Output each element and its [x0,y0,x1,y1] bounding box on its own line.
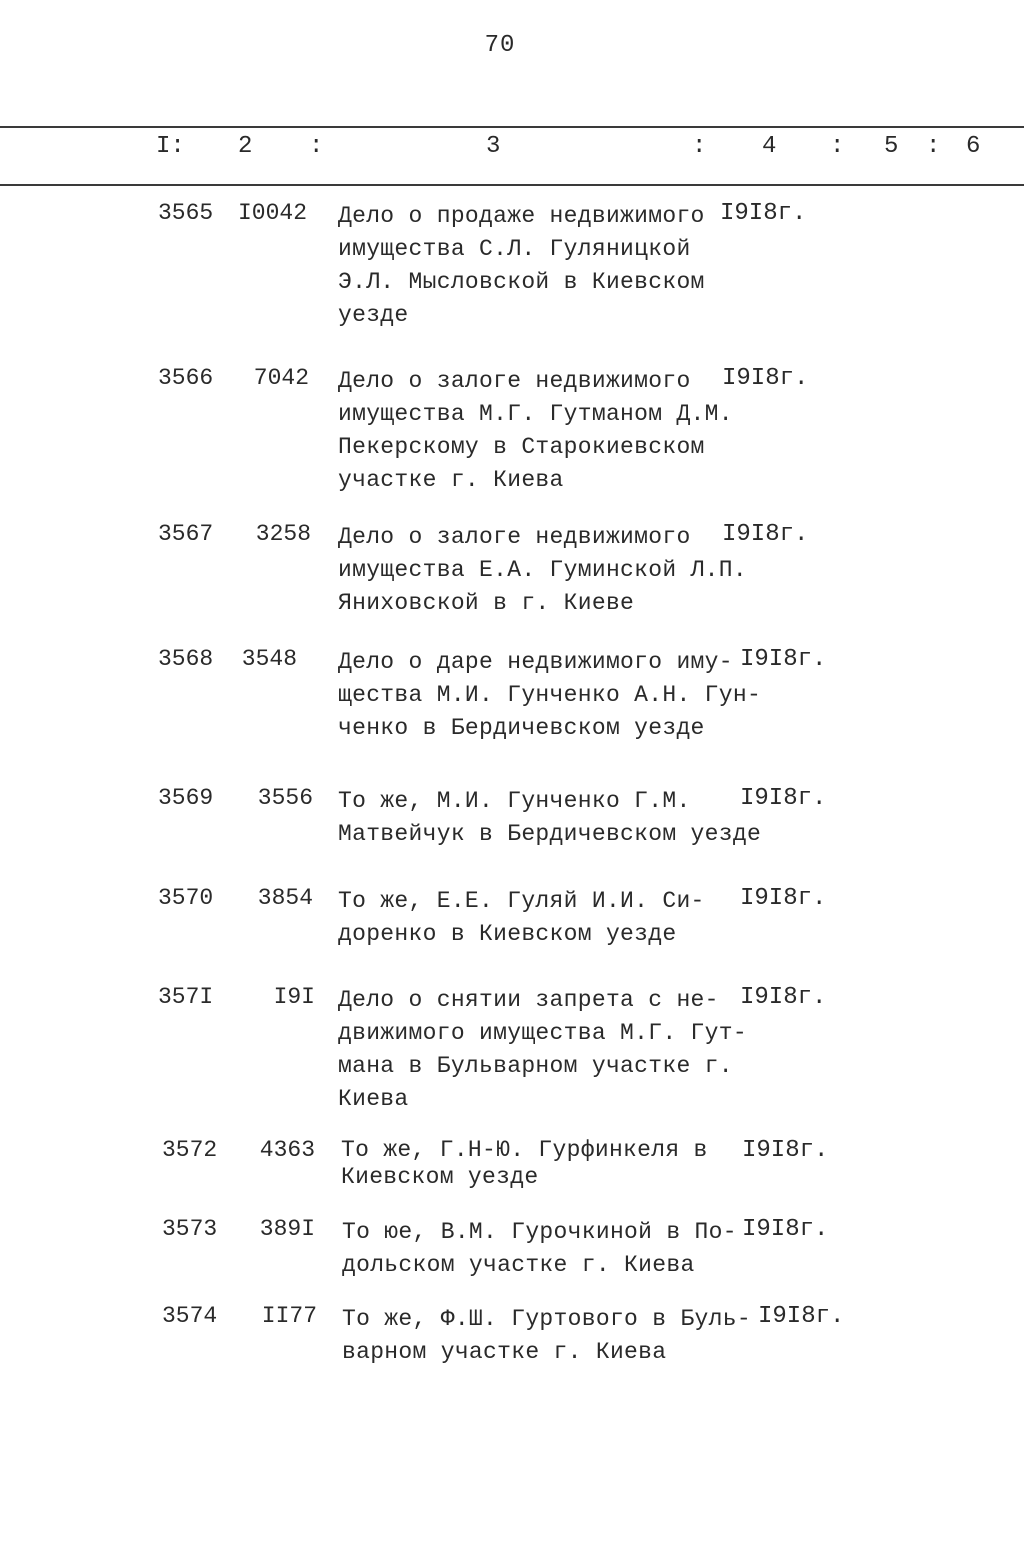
page-number: 70 [484,32,516,59]
description-line: Дело о даре недвижимого иму- [338,649,733,675]
description-line: Киевском уезде [341,1164,539,1190]
inventory-number: 3566 [158,365,214,391]
inventory-number: 3568 [158,646,214,672]
header-col-6: 6 [966,133,981,160]
inventory-number: 357I [158,984,214,1010]
record-description [338,785,762,851]
description-line: доренко в Киевском уезде [338,921,677,947]
description-line: имущества Е.А. Гуминской Л.П. [338,557,747,583]
description-line: То же, М.И. Гунченко Г.М. [338,788,691,814]
inventory-number: 3573 [162,1216,218,1242]
header-col-5: 5 [884,133,899,160]
record-description [338,885,738,951]
record-date: I9I8г. [742,1216,829,1243]
record-description [338,365,738,497]
description-line: варном участке г. Киева [342,1339,667,1365]
header-separator: : [926,133,941,160]
record-date: I9I8г. [720,200,807,227]
description-line: дольском участке г. Киева [342,1252,695,1278]
description-line: щества М.И. Гунченко А.Н. Гун- [338,682,762,708]
description-line: Киева [338,1086,409,1112]
record-description [338,646,762,745]
record-description [338,521,747,620]
record-date: I9I8г. [740,885,827,912]
description-line: имущества С.Л. Гуляницкой [338,236,691,262]
description-line: То же, Ф.Ш. Гуртового в Буль- [342,1306,751,1332]
old-number: I9I [273,984,315,1010]
description-line: участке г. Киева [338,467,564,493]
inventory-number: 3570 [158,885,214,911]
description-line: Дело о залоге недвижимого [338,368,691,394]
old-number: 7042 [253,365,309,391]
description-line: Дело о снятии запрета с не- [338,987,719,1013]
old-number: 3548 [241,646,297,672]
record-date: I9I8г. [722,365,809,392]
record-date: I9I8г. [758,1303,845,1330]
header-separator: : [692,133,707,160]
record-description [342,1216,742,1282]
record-description [342,1303,751,1369]
old-number: 3556 [257,785,313,811]
old-number: 4363 [259,1137,315,1163]
record-description [338,200,738,332]
old-number: I0042 [237,200,307,226]
description-line: Пекерскому в Старокиевском [338,434,705,460]
header-separator: : [309,133,324,160]
old-number: 389I [259,1216,315,1242]
description-line: движимого имущества М.Г. Гут- [338,1020,747,1046]
description-line: ченко в Бердичевском уезде [338,715,705,741]
header-col-3: 3 [486,133,501,160]
record-date: I9I8г. [722,521,809,548]
description-line: Э.Л. Мысловской в Киевском [338,269,705,295]
record-description [338,984,747,1116]
record-date: I9I8г. [740,785,827,812]
description-line: уезде [338,302,409,328]
record-description [341,1137,741,1191]
description-line: имущества М.Г. Гутманом Д.М. [338,401,733,427]
header-col-4: 4 [762,133,777,160]
description-line: Матвейчук в Бердичевском уезде [338,821,762,847]
inventory-number: 3572 [162,1137,218,1163]
description-line: Яниховской в г. Киеве [338,590,635,616]
description-line: Дело о продаже недвижимого [338,203,705,229]
header-bottom-rule [0,184,1024,186]
description-line: мана в Бульварном участке г. [338,1053,733,1079]
inventory-number: 3565 [158,200,214,226]
inventory-number: 3567 [158,521,214,547]
inventory-number: 3574 [162,1303,218,1329]
header-separator: : [830,133,845,160]
description-line: То юе, В.М. Гурочкиной в По- [342,1219,737,1245]
old-number: II77 [261,1303,317,1329]
header-col-1: I: [156,133,185,160]
description-line: То же, Е.Е. Гуляй И.И. Си- [338,888,705,914]
description-line: Дело о залоге недвижимого [338,524,691,550]
inventory-number: 3569 [158,785,214,811]
description-line: То же, Г.Н-Ю. Гурфинкеля в [341,1137,708,1163]
record-date: I9I8г. [742,1137,829,1164]
old-number: 3854 [257,885,313,911]
record-date: I9I8г. [740,984,827,1011]
header-top-rule [0,126,1024,128]
record-date: I9I8г. [740,646,827,673]
header-col-2: 2 [238,133,253,160]
old-number: 3258 [255,521,311,547]
